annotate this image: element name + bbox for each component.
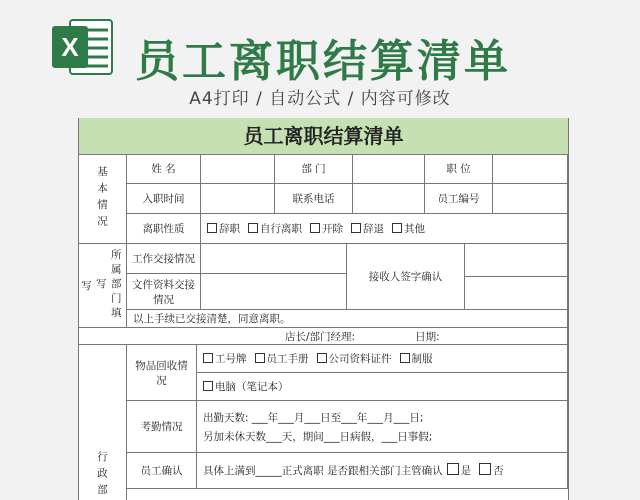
form-title: 员工离职结算清单 xyxy=(79,118,568,155)
label-emp-no: 员工编号 xyxy=(425,184,493,214)
checkbox-handbook[interactable]: 员工手册 xyxy=(255,351,309,366)
checkbox-resign[interactable]: 辞职 xyxy=(207,221,240,236)
checkbox-laptop[interactable]: 电脑（笔记本） xyxy=(203,379,289,394)
checkbox-badge[interactable]: 工号牌 xyxy=(203,351,247,366)
position-value[interactable] xyxy=(493,154,568,184)
checkbox-other[interactable]: 其他 xyxy=(392,221,425,236)
label-employee-confirm: 员工确认 xyxy=(127,453,197,489)
checkbox-layoff[interactable]: 辞退 xyxy=(351,221,384,236)
label-dept: 部 门 xyxy=(275,154,353,184)
banner-subtitle: A4打印 / 自动公式 / 内容可修改 xyxy=(189,89,451,109)
section-basic-label: 基本情况 xyxy=(79,154,127,244)
label-phone: 联系电话 xyxy=(275,184,353,214)
excel-logo-icon xyxy=(50,18,114,76)
section-dept-label: 写 所属部门填写 xyxy=(79,244,127,328)
manager-label: 店长/部门经理: xyxy=(285,330,356,343)
items-options-row2 xyxy=(197,373,568,401)
section-admin-label: 行政部 xyxy=(79,345,127,500)
receiver-sign-1[interactable] xyxy=(465,244,568,277)
label-attendance: 考勤情况 xyxy=(127,401,197,453)
leave-type-options xyxy=(201,214,568,244)
header-banner xyxy=(0,0,640,115)
doc-handover-value[interactable] xyxy=(201,274,347,310)
label-name: 姓 名 xyxy=(127,154,201,184)
checkbox-dismiss[interactable]: 开除 xyxy=(310,221,343,236)
label-position: 职 位 xyxy=(425,154,493,184)
dept-value[interactable] xyxy=(353,154,425,184)
attendance-line-2: 另加未休天数___天，期间___日病假，___日事假; xyxy=(203,430,433,443)
hire-date-value[interactable] xyxy=(201,184,275,214)
employee-confirm-detail: 具体上满到_____正式离职 是否跟相关部门主管确认 是 否 xyxy=(197,453,568,489)
checkbox-company-docs[interactable]: 公司资料证件 xyxy=(317,351,392,366)
receiver-sign-2[interactable] xyxy=(465,277,568,310)
svg-text:X: X xyxy=(61,32,79,62)
label-hire-date: 入职时间 xyxy=(127,184,201,214)
manager-row xyxy=(79,328,568,345)
checkbox-yes[interactable]: 是 xyxy=(447,463,472,478)
attendance-detail[interactable] xyxy=(197,401,568,453)
label-items: 物品回收情况 xyxy=(127,345,197,401)
phone-value[interactable] xyxy=(353,184,425,214)
banner-title: 员工离职结算清单 xyxy=(135,36,511,87)
checkbox-uniform[interactable]: 制服 xyxy=(400,351,433,366)
emp-no-value[interactable] xyxy=(493,184,568,214)
work-handover-value[interactable] xyxy=(201,244,347,274)
label-doc-handover: 文件资料交接情况 xyxy=(127,274,201,310)
spreadsheet-form xyxy=(78,118,569,500)
name-value[interactable] xyxy=(201,154,275,184)
checkbox-self-leave[interactable]: 自行离职 xyxy=(248,221,302,236)
label-receiver-sign: 接收人签字确认 xyxy=(347,244,465,310)
items-options-row1 xyxy=(197,345,568,373)
label-leave-type: 离职性质 xyxy=(127,214,201,244)
label-work-handover: 工作交接情况 xyxy=(127,244,201,274)
dept-confirm-text: 以上手续已交接清楚，同意离职。 xyxy=(127,310,568,328)
checkbox-no[interactable]: 否 xyxy=(479,463,504,478)
date-label: 日期: xyxy=(415,330,440,343)
attendance-line-1: 出勤天数: ___年___月___日至___年___月___日; xyxy=(203,411,424,424)
